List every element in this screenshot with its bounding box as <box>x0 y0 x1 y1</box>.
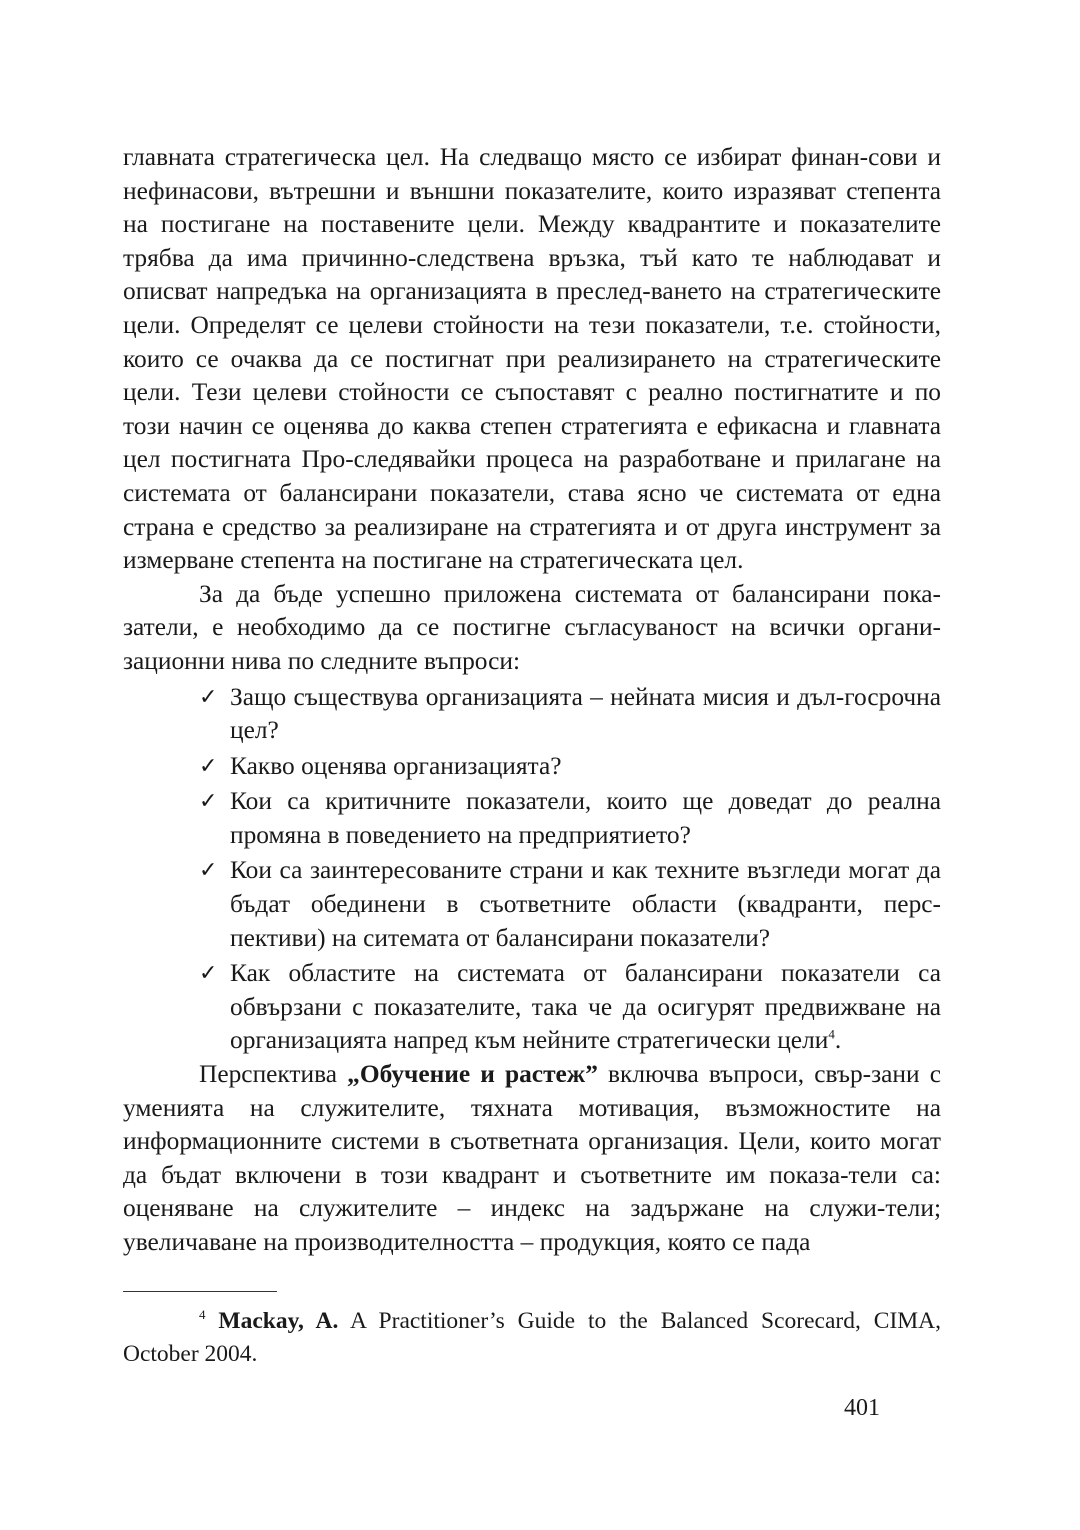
footnote-number: 4 <box>199 1307 206 1323</box>
footnote-divider <box>123 1291 277 1292</box>
question-checklist <box>123 681 941 1059</box>
list-item-text: Кои са критичните показатели, които ще доведат до реална промяна в поведението на предприятието? <box>230 787 941 849</box>
checkmark-icon: ✓ <box>199 961 218 987</box>
list-item <box>199 785 941 852</box>
footnote-reference[interactable]: 4 <box>828 1026 835 1042</box>
list-item-text: Какво оценява организацията? <box>230 751 562 780</box>
paragraph-2: За да бъде успешно приложена системата от балансирани пока-затели, е необходимо да се постигне съгласуваност на всички органи-зационни нива по следните въпроси: <box>123 579 941 675</box>
checkmark-icon: ✓ <box>199 753 218 779</box>
footnote-text: A Practitioner’s Guide to the Balanced Scorecard, CIMA, October 2004. <box>123 1308 942 1367</box>
page-body <box>123 141 941 1260</box>
list-item-text: Защо съществува организацията – нейната мисия и дъл-госрочна цел? <box>230 682 941 745</box>
page-number: 401 <box>844 1395 880 1421</box>
list-item <box>199 681 941 748</box>
checkmark-icon: ✓ <box>199 858 218 884</box>
list-item <box>199 750 941 784</box>
list-item-text-wrapper <box>230 957 941 1058</box>
footnote <box>123 1305 941 1371</box>
footnote-author: Mackay, A. <box>218 1308 339 1334</box>
list-item <box>199 854 941 955</box>
paragraph-3 <box>123 1058 941 1260</box>
list-item-text: Кои са заинтересованите страни и как техните възгледи могат да бъдат обединени в съответните области (квадранти, перс-пективи) на ситемата от балансирани показатели? <box>230 856 941 952</box>
list-item-period: . <box>834 1026 842 1055</box>
checkmark-icon: ✓ <box>199 684 218 710</box>
paragraph-1: главната стратегическа цел. На следващо място се избират финан-сови и нефинасови, вътрешни и външни показателите, които изразяват степента на постигане на поставените цели. Между квадрантите и показателите трябва да има причинно-следствена връзка, тъй като те наблюдават и описват напредъка на организацията в преслед-ването на стратегическите цели. Определят се целеви стойности на тези показатели, т.е. стойности, които се очаква да се постигнат при реализирането на стратегическите цели. Тези целеви стойности се съпоставят с реално постигнатите и по този начин се оценява до каква степен стратегията е ефикасна и главната цел постигната Про-следявайки процеса на разработване и прилагане на системата от балансирани показатели, става ясно че системата от една страна е средство за реализиране на стратегията и от друга инструмент за измерване степента на постигане на стратегическата цел. <box>123 143 941 575</box>
paragraph-3-start: Перспектива <box>199 1060 348 1089</box>
paragraph-3-rest: включва въпроси, свър-зани с уменията на служителите, тяхната мотивация, възможностите на информационните системи в съответната организация. Цели, които могат да бъдат включени в този квадрант и съответните им показа-тели са: оценяване на служителите – индекс на задържане на служи-тели; увеличаване на производителността – продукция, която се пада <box>123 1060 941 1256</box>
checkmark-icon: ✓ <box>199 789 218 815</box>
list-item-text: Как областите на системата от балансирани показатели са обвързани с показателите, така че да осигурят предвижване на организацията напред към нейните стратегически цели <box>230 959 941 1055</box>
perspective-title: „Обучение и растеж” <box>347 1060 598 1089</box>
list-item <box>199 957 941 1058</box>
